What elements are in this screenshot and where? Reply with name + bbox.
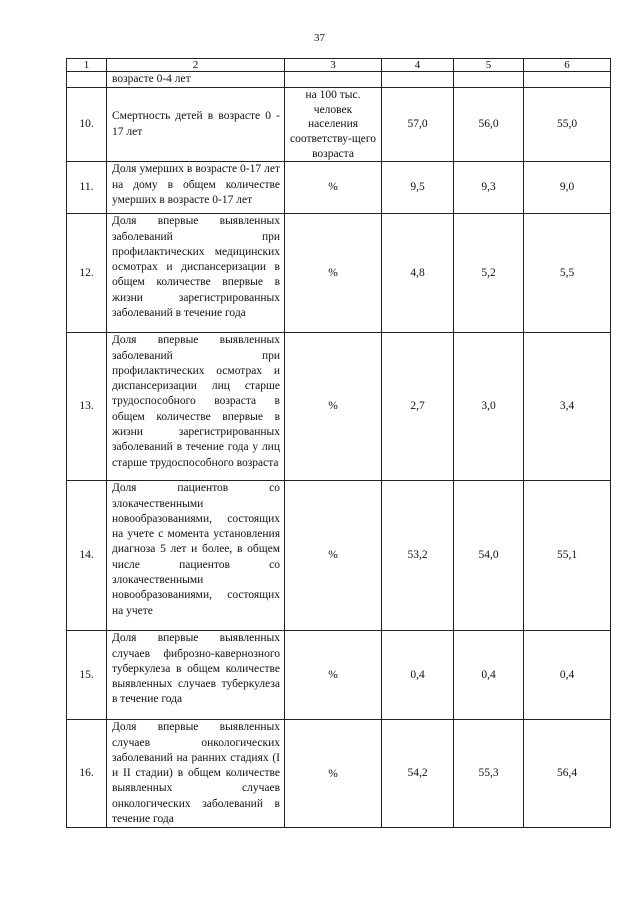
value-column-4: 9,5	[382, 162, 454, 214]
value-column-5: 55,3	[454, 720, 524, 828]
value-column-5: 5,2	[454, 214, 524, 333]
table-row	[67, 214, 611, 333]
page-number: 37	[314, 32, 325, 44]
table-row	[67, 481, 611, 631]
row-number-cell	[67, 72, 107, 88]
column-number-3: 3	[285, 59, 382, 72]
unit: %	[285, 333, 382, 481]
unit: %	[285, 214, 382, 333]
value-cell	[454, 72, 524, 88]
value-column-4: 54,2	[382, 720, 454, 828]
row-number: 12.	[67, 214, 107, 333]
value-column-6: 55,0	[524, 88, 611, 162]
value-cell	[382, 72, 454, 88]
value-column-5: 9,3	[454, 162, 524, 214]
value-column-5: 56,0	[454, 88, 524, 162]
column-number-2: 2	[107, 59, 285, 72]
column-number-6: 6	[524, 59, 611, 72]
indicators-table	[66, 58, 611, 828]
value-column-6: 9,0	[524, 162, 611, 214]
value-column-6: 3,4	[524, 333, 611, 481]
value-column-6: 0,4	[524, 631, 611, 720]
indicator-name: Доля умерших в возрасте 0-17 лет на дому в общем количестве умерших в возрасте 0-17 лет	[107, 162, 285, 214]
unit: %	[285, 481, 382, 631]
column-number-5: 5	[454, 59, 524, 72]
indicator-name: Доля впервые выявленных заболеваний при профилактических осмотрах и диспансеризации лиц старше трудоспособного возраста в общем количестве впервые в жизни зарегистрированных заболеваний в течение года у лиц старше трудоспособного возраста	[107, 333, 285, 481]
column-number-4: 4	[382, 59, 454, 72]
value-column-4: 53,2	[382, 481, 454, 631]
column-number-1: 1	[67, 59, 107, 72]
unit: %	[285, 162, 382, 214]
value-cell	[524, 72, 611, 88]
continuation-text: возрасте 0-4 лет	[107, 72, 285, 88]
table-row	[67, 720, 611, 828]
value-column-6: 55,1	[524, 481, 611, 631]
indicator-name: Доля впервые выявленных случаев онкологических заболеваний на ранних стадиях (I и II стадии) в общем количестве выявленных случаев онкологических заболеваний в течение года	[107, 720, 285, 828]
value-column-4: 0,4	[382, 631, 454, 720]
row-number: 16.	[67, 720, 107, 828]
value-column-6: 56,4	[524, 720, 611, 828]
indicator-name: Доля впервые выявленных случаев фиброзно-кавернозного туберкулеза в общем количестве выявленных случаев туберкулеза в течение года	[107, 631, 285, 720]
row-number: 11.	[67, 162, 107, 214]
table-header-row	[67, 59, 611, 72]
unit: %	[285, 720, 382, 828]
row-number: 13.	[67, 333, 107, 481]
value-column-4: 57,0	[382, 88, 454, 162]
value-column-5: 54,0	[454, 481, 524, 631]
indicator-name: Смертность детей в возрасте 0 - 17 лет	[107, 88, 285, 162]
row-number: 10.	[67, 88, 107, 162]
value-column-4: 2,7	[382, 333, 454, 481]
table-row	[67, 88, 611, 162]
indicator-name: Доля пациентов со злокачественными новообразованиями, состоящих на учете с момента установления диагноза 5 лет и более, в общем числе пациентов со злокачественными новообразованиями, состоящих на учете	[107, 481, 285, 631]
table-row	[67, 631, 611, 720]
value-column-6: 5,5	[524, 214, 611, 333]
value-column-5: 0,4	[454, 631, 524, 720]
table-row	[67, 162, 611, 214]
continuation-row	[67, 72, 611, 88]
indicator-name: Доля впервые выявленных заболеваний при профилактических медицинских осмотрах и диспансеризации в общем количестве впервые в жизни зарегистрированных заболеваний в течение года	[107, 214, 285, 333]
unit: %	[285, 631, 382, 720]
value-column-5: 3,0	[454, 333, 524, 481]
unit: на 100 тыс. человек населения соответству-щего возраста	[285, 88, 382, 162]
unit-cell	[285, 72, 382, 88]
row-number: 14.	[67, 481, 107, 631]
value-column-4: 4,8	[382, 214, 454, 333]
table-row	[67, 333, 611, 481]
row-number: 15.	[67, 631, 107, 720]
